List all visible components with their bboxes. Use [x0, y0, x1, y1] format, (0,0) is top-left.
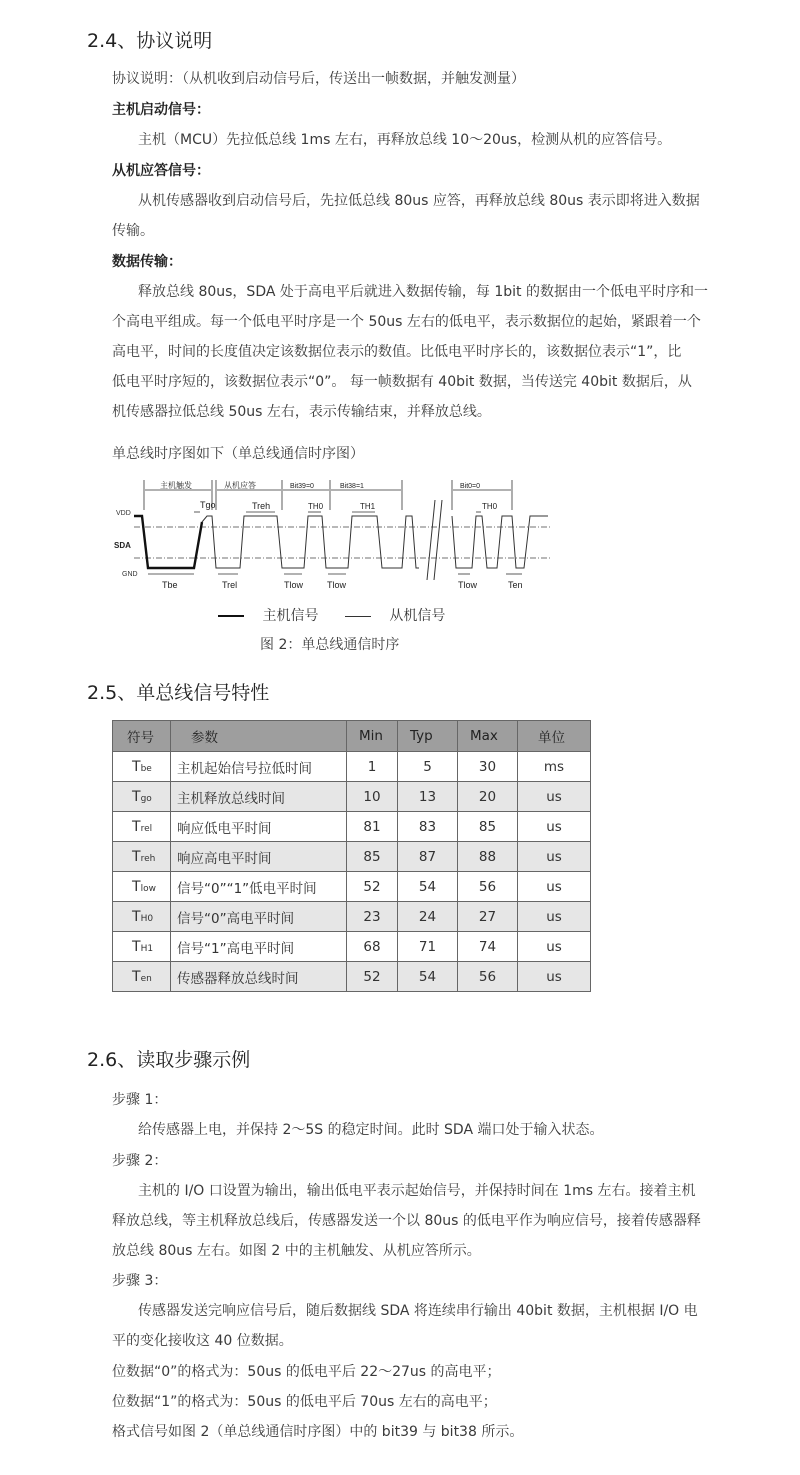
diagram-legend [218, 605, 445, 625]
signal-characteristics-table [112, 720, 591, 992]
legend-host-label: 主机信号 [262, 608, 319, 624]
cell-max: 56 [458, 962, 518, 992]
cell-unit: us [518, 782, 591, 812]
step3-line: 平的变化接收这 40 位数据。 [112, 1333, 293, 1349]
label-th0-bit0: TH0 [482, 502, 498, 511]
figure-caption: 图 2：单总线通信时序 [260, 637, 400, 653]
slave-ack-title: 从机应答信号： [112, 163, 210, 179]
step1-text: 给传感器上电，并保持 2～5S 的稳定时间。此时 SDA 端口处于输入状态。 [138, 1122, 604, 1138]
label-tgo: Tgo [200, 500, 216, 510]
cell-parameter: 信号“0”高电平时间 [171, 902, 347, 932]
cell-unit: ms [518, 752, 591, 782]
cell-max: 88 [458, 842, 518, 872]
cell-min: 23 [347, 902, 398, 932]
step2-line: 释放总线，等主机释放总线后，传感器发送一个以 80us 的低电平作为响应信号，接着传感器释 [112, 1213, 701, 1229]
label-vdd: VDD [116, 510, 131, 517]
label-sda: SDA [114, 541, 131, 550]
protocol-intro: 协议说明：（从机收到启动信号后，传送出一帧数据，并触发测量） [112, 71, 525, 87]
cell-max: 74 [458, 932, 518, 962]
cell-min: 85 [347, 842, 398, 872]
cell-parameter: 主机起始信号拉低时间 [171, 752, 347, 782]
cell-unit: us [518, 962, 591, 992]
cell-max: 30 [458, 752, 518, 782]
label-th0: TH0 [308, 502, 324, 511]
data-transfer-line: 机传感器拉低总线 50us 左右，表示传输结束，并释放总线。 [112, 404, 491, 420]
step3-line: 传感器发送完响应信号后，随后数据线 SDA 将连续串行输出 40bit 数据，主机根据 I/O 电 [138, 1303, 698, 1319]
data-transfer-paragraph [112, 277, 708, 427]
cell-parameter: 响应高电平时间 [171, 842, 347, 872]
cell-parameter: 传感器释放总线时间 [171, 962, 347, 992]
label-tlow-2: Tlow [327, 580, 347, 590]
data-transfer-line: 高电平，时间的长度值决定该数据位表示的数值。比低电平时序长的，该数据位表示“1”，比 [112, 344, 682, 360]
cell-unit: us [518, 932, 591, 962]
section-heading-2-5: 2.5、单总线信号特性 [87, 682, 270, 704]
cell-min: 81 [347, 812, 398, 842]
table-row [113, 902, 591, 932]
slave-ack-line: 从机传感器收到启动信号后，先拉低总线 80us 应答，再释放总线 80us 表示即将进入数据 [138, 193, 700, 209]
cell-min: 52 [347, 962, 398, 992]
section-heading-2-6: 2.6、读取步骤示例 [87, 1049, 251, 1071]
cell-parameter: 主机释放总线时间 [171, 782, 347, 812]
step3-title: 步骤 3： [112, 1273, 168, 1289]
cell-symbol: Tlow [113, 872, 171, 902]
table-row [113, 782, 591, 812]
legend-host-line [218, 615, 244, 617]
table-row [113, 932, 591, 962]
cell-symbol: Tgo [113, 782, 171, 812]
cell-min: 1 [347, 752, 398, 782]
cell-parameter: 响应低电平时间 [171, 812, 347, 842]
label-trel: Trel [222, 580, 238, 590]
cell-typ: 87 [398, 842, 458, 872]
break-mark [427, 500, 435, 580]
cell-max: 27 [458, 902, 518, 932]
data-transfer-line: 释放总线 80us，SDA 处于高电平后就进入数据传输，每 1bit 的数据由一个低电平时序和一 [138, 284, 708, 300]
label-th1: TH1 [360, 502, 376, 511]
header-parameter: 参数 [171, 721, 347, 752]
host-signal-waveform [134, 516, 202, 568]
table-row [113, 752, 591, 782]
host-start-title: 主机启动信号： [112, 102, 210, 118]
table-row [113, 842, 591, 872]
header-unit: 单位 [518, 721, 591, 752]
step2-paragraph [112, 1176, 701, 1266]
data-transfer-title: 数据传输： [112, 254, 182, 270]
format-note: 格式信号如图 2（单总线通信时序图）中的 bit39 与 bit38 所示。 [112, 1424, 524, 1440]
step2-line: 主机的 I/O 口设置为输出，输出低电平表示起始信号，并保持时间在 1ms 左右。接着主机 [138, 1183, 696, 1199]
cell-typ: 54 [398, 872, 458, 902]
label-tbe: Tbe [162, 580, 178, 590]
cell-min: 10 [347, 782, 398, 812]
cell-min: 52 [347, 872, 398, 902]
cell-parameter: 信号“0”“1”低电平时间 [171, 872, 347, 902]
step2-title: 步骤 2： [112, 1153, 168, 1169]
cell-max: 56 [458, 872, 518, 902]
timing-diagram [112, 470, 557, 595]
cell-max: 85 [458, 812, 518, 842]
break-mark [434, 500, 442, 580]
host-start-text: 主机（MCU）先拉低总线 1ms 左右，再释放总线 10～20us，检测从机的应答信号。 [138, 132, 672, 148]
cell-typ: 54 [398, 962, 458, 992]
cell-typ: 5 [398, 752, 458, 782]
header-typ: Typ [398, 721, 458, 752]
step2-line: 放总线 80us 左右。如图 2 中的主机触发、从机应答所示。 [112, 1243, 481, 1259]
cell-symbol: Ten [113, 962, 171, 992]
label-treh: Treh [252, 501, 271, 511]
cell-unit: us [518, 842, 591, 872]
label-slave-ack: 从机应答 [224, 481, 256, 490]
cell-symbol: Treh [113, 842, 171, 872]
step3-paragraph [112, 1296, 698, 1356]
slave-signal-waveform [202, 516, 419, 568]
table-row [113, 872, 591, 902]
label-bit38: Bit38=1 [340, 483, 364, 490]
table-row [113, 962, 591, 992]
legend-slave-label: 从机信号 [389, 608, 446, 624]
data-transfer-line: 个高电平组成。每一个低电平时序是一个 50us 左右的低电平，表示数据位的起始，紧跟着一个 [112, 314, 701, 330]
label-tlow-1: Tlow [284, 580, 304, 590]
label-bit0: Bit0=0 [460, 483, 481, 490]
cell-typ: 13 [398, 782, 458, 812]
header-max: Max [458, 721, 518, 752]
slave-signal-waveform-tail [452, 516, 548, 568]
bit0-format: 位数据“0”的格式为：50us 的低电平后 22～27us 的高电平； [112, 1364, 501, 1380]
cell-unit: us [518, 902, 591, 932]
cell-typ: 24 [398, 902, 458, 932]
diagram-intro: 单总线时序图如下（单总线通信时序图） [112, 446, 364, 462]
slave-ack-paragraph [112, 186, 700, 246]
legend-slave-line [345, 616, 371, 617]
slave-ack-line: 传输。 [112, 223, 154, 239]
step1-title: 步骤 1： [112, 1092, 168, 1108]
label-gnd: GND [122, 571, 138, 578]
cell-unit: us [518, 812, 591, 842]
cell-min: 68 [347, 932, 398, 962]
cell-unit: us [518, 872, 591, 902]
section-heading-2-4: 2.4、协议说明 [87, 30, 213, 52]
table-row [113, 812, 591, 842]
data-transfer-line: 低电平时序短的，该数据位表示“0”。 每一帧数据有 40bit 数据，当传送完 40bit 数据后，从 [112, 374, 692, 390]
label-host-trigger: 主机触发 [160, 481, 192, 490]
cell-symbol: Tbe [113, 752, 171, 782]
cell-symbol: TH0 [113, 902, 171, 932]
bit1-format: 位数据“1”的格式为：50us 的低电平后 70us 左右的高电平； [112, 1394, 497, 1410]
header-min: Min [347, 721, 398, 752]
header-symbol: 符号 [113, 721, 171, 752]
table-header-row [113, 721, 591, 752]
cell-typ: 83 [398, 812, 458, 842]
cell-symbol: TH1 [113, 932, 171, 962]
cell-max: 20 [458, 782, 518, 812]
cell-parameter: 信号“1”高电平时间 [171, 932, 347, 962]
label-tlow-3: Tlow [458, 580, 478, 590]
label-bit39: Bit39=0 [290, 483, 314, 490]
label-ten: Ten [508, 580, 523, 590]
cell-typ: 71 [398, 932, 458, 962]
cell-symbol: Trel [113, 812, 171, 842]
